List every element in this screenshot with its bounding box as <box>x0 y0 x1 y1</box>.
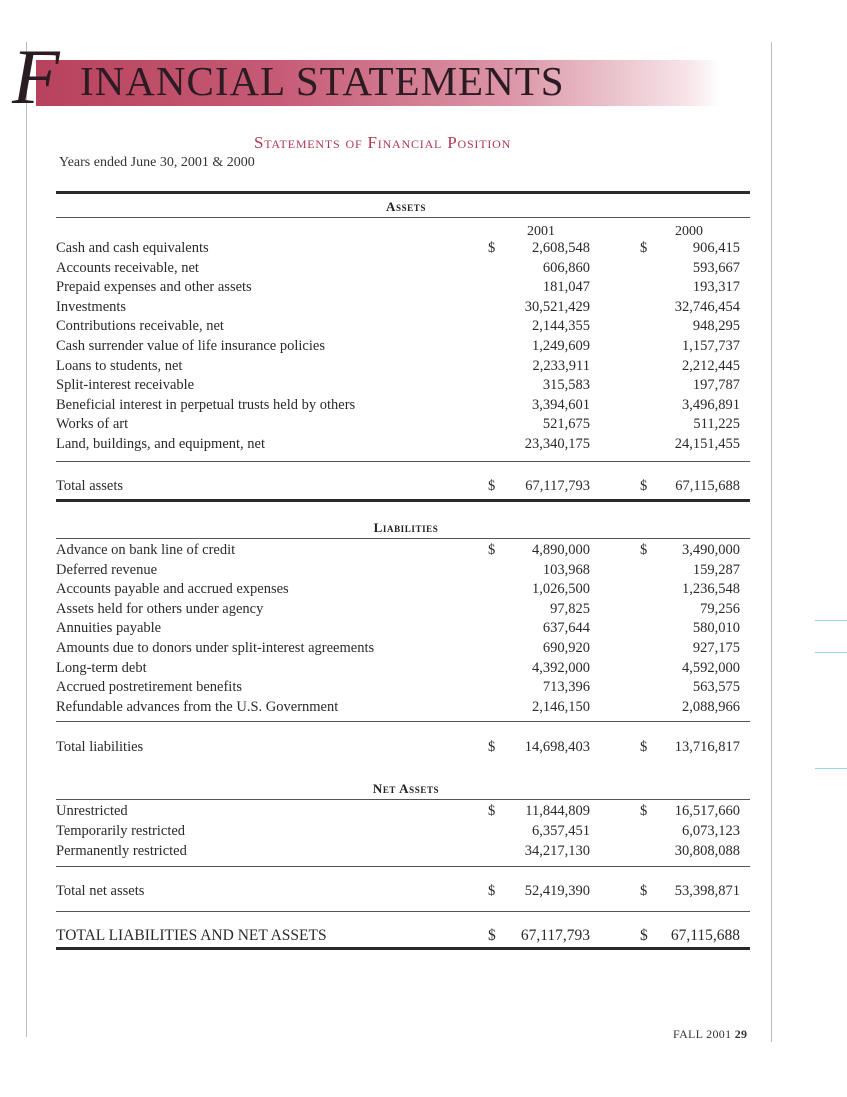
row-label: Accounts payable and accrued expenses <box>56 581 289 598</box>
value-2000: 32,746,454 <box>674 298 740 315</box>
value-2001: 30,521,429 <box>524 298 590 315</box>
table-row <box>56 619 746 639</box>
value-2001: 521,675 <box>542 416 590 433</box>
table-row <box>56 678 746 698</box>
row-label: Total net assets <box>56 883 145 899</box>
value-2000: 53,398,871 <box>674 883 740 899</box>
section-rule <box>56 721 750 722</box>
value-2000: 1,236,548 <box>682 581 740 598</box>
page-right-rule <box>771 42 772 1042</box>
row-label: Temporarily restricted <box>56 823 186 839</box>
currency-2000: $ <box>640 803 648 819</box>
footer-issue: FALL 2001 <box>673 1027 732 1041</box>
value-2001: 1,249,609 <box>532 338 590 354</box>
edge-mark <box>815 620 847 621</box>
value-2001: 315,583 <box>542 377 590 394</box>
value-2000: 159,287 <box>692 561 740 578</box>
value-2001: 52,419,390 <box>524 883 590 899</box>
table-row <box>56 239 746 259</box>
value-2000: 2,212,445 <box>682 357 740 374</box>
table-row <box>56 561 746 581</box>
value-2001: 2,608,548 <box>532 240 590 256</box>
value-2000: 4,592,000 <box>682 659 740 676</box>
value-2000: 511,225 <box>693 416 740 433</box>
value-2001: 3,394,601 <box>532 396 590 413</box>
currency-2001: $ <box>488 883 496 899</box>
value-2000: 1,157,737 <box>682 338 740 354</box>
value-2000: 563,575 <box>692 679 740 696</box>
header-drop-cap: F <box>12 33 56 120</box>
table-row <box>56 415 746 435</box>
table-row <box>56 541 746 561</box>
section-top-rule <box>56 499 750 502</box>
table-row <box>56 842 746 862</box>
currency-2000: $ <box>640 739 648 755</box>
value-2001: 67,117,793 <box>525 478 590 494</box>
value-2001: 23,340,175 <box>524 436 590 452</box>
row-label: Deferred revenue <box>56 561 158 578</box>
section-bottom-rule <box>56 947 750 950</box>
table-row <box>56 396 746 416</box>
value-2000: 79,256 <box>700 600 740 617</box>
row-label: Loans to students, net <box>56 357 183 374</box>
row-label: Accrued postretirement benefits <box>56 679 243 696</box>
year-2000-label: 2000 <box>675 224 703 239</box>
currency-2001: $ <box>488 739 496 755</box>
value-2000: 3,496,891 <box>682 396 740 413</box>
currency-2001: $ <box>488 927 496 944</box>
statement-title: Statements of Financial Position <box>254 133 512 152</box>
currency-2000: $ <box>640 883 648 899</box>
value-2001: 637,644 <box>542 620 590 637</box>
statement-subtitle: Years ended June 30, 2001 & 2000 <box>59 155 255 170</box>
currency-2000: $ <box>640 542 648 558</box>
value-2000: 927,175 <box>692 640 740 656</box>
value-2001: 97,825 <box>550 600 590 617</box>
value-2000: 2,088,966 <box>682 698 740 715</box>
row-label: Beneficial interest in perpetual trusts held by others <box>56 396 356 413</box>
table-row <box>56 882 746 902</box>
table-row <box>56 357 746 377</box>
value-2001: 4,890,000 <box>532 542 590 558</box>
value-2001: 6,357,451 <box>532 823 590 839</box>
currency-2001: $ <box>488 478 496 494</box>
page-left-rule <box>26 42 27 1037</box>
table-row <box>56 926 746 946</box>
row-label: Investments <box>56 298 127 315</box>
value-2000: 948,295 <box>692 318 740 335</box>
section-rule <box>56 911 750 912</box>
value-2001: 2,144,355 <box>532 318 590 335</box>
table-row <box>56 317 746 337</box>
value-2001: 103,968 <box>542 561 590 578</box>
row-label: Contributions receivable, net <box>56 318 224 335</box>
row-label: Annuities payable <box>56 620 162 637</box>
row-label: Advance on bank line of credit <box>56 542 236 558</box>
currency-2000: $ <box>640 240 648 256</box>
value-2001: 1,026,500 <box>532 581 590 598</box>
year-2001-label: 2001 <box>527 224 555 239</box>
table-row <box>56 822 746 842</box>
section-top-rule <box>56 191 750 194</box>
value-2001: 181,047 <box>542 279 590 296</box>
value-2000: 13,716,817 <box>674 739 740 755</box>
row-label: Long-term debt <box>56 659 147 676</box>
currency-2000: $ <box>640 927 648 944</box>
value-2000: 580,010 <box>692 620 740 637</box>
value-2000: 3,490,000 <box>682 542 740 558</box>
table-row <box>56 802 746 822</box>
row-label: Split-interest receivable <box>56 377 195 394</box>
table-row <box>56 435 746 455</box>
page-footer <box>673 1027 747 1042</box>
row-label: Accounts receivable, net <box>56 259 199 276</box>
value-2001: 34,217,130 <box>524 843 590 859</box>
table-row <box>56 738 746 758</box>
table-row <box>56 639 746 659</box>
table-row <box>56 298 746 318</box>
section-rule <box>56 217 750 218</box>
section-rule <box>56 799 750 800</box>
value-2001: 606,860 <box>542 259 590 276</box>
row-label: Land, buildings, and equipment, net <box>56 436 266 452</box>
value-2001: 2,146,150 <box>532 698 590 715</box>
section-rule <box>56 461 750 462</box>
value-2000: 593,667 <box>692 259 740 276</box>
currency-2001: $ <box>488 803 496 819</box>
table-row <box>56 376 746 396</box>
table-row <box>56 659 746 679</box>
row-label: Amounts due to donors under split-interest agreements <box>56 640 375 656</box>
value-2000: 6,073,123 <box>682 823 740 839</box>
row-label: Cash and cash equivalents <box>56 240 209 256</box>
value-2000: 30,808,088 <box>674 843 740 859</box>
row-label: Permanently restricted <box>56 843 187 859</box>
value-2001: 11,844,809 <box>525 803 590 819</box>
footer-page-number: 29 <box>734 1027 748 1041</box>
row-label: Prepaid expenses and other assets <box>56 279 252 296</box>
table-row <box>56 337 746 357</box>
currency-2000: $ <box>640 478 648 494</box>
edge-mark <box>815 768 847 769</box>
value-2001: 14,698,403 <box>524 739 590 755</box>
currency-2001: $ <box>488 240 496 256</box>
row-label: Cash surrender value of life insurance policies <box>56 338 325 354</box>
table-row <box>56 600 746 620</box>
row-label: Total assets <box>56 478 124 494</box>
table-row <box>56 477 746 497</box>
row-label: Total liabilities <box>56 739 144 755</box>
row-label: Assets held for others under agency <box>56 600 264 617</box>
section-rule <box>56 866 750 867</box>
row-label: Works of art <box>56 416 129 433</box>
currency-2001: $ <box>488 542 496 558</box>
value-2000: 197,787 <box>692 377 740 394</box>
header-title: INANCIAL STATEMENTS <box>80 58 565 104</box>
row-label: Unrestricted <box>56 803 128 819</box>
value-2000: 67,115,688 <box>670 927 740 944</box>
table-row <box>56 278 746 298</box>
value-2001: 2,233,911 <box>532 357 590 374</box>
edge-mark <box>815 652 847 653</box>
row-label: Refundable advances from the U.S. Government <box>56 698 339 715</box>
table-row <box>56 698 746 718</box>
value-2000: 16,517,660 <box>674 803 740 819</box>
value-2001: 690,920 <box>542 640 590 656</box>
value-2001: 713,396 <box>542 679 590 696</box>
table-row <box>56 580 746 600</box>
liabilities-heading: Liabilities <box>373 520 439 535</box>
row-label: TOTAL LIABILITIES AND NET ASSETS <box>56 927 327 944</box>
value-2001: 4,392,000 <box>532 659 590 676</box>
section-rule <box>56 538 750 539</box>
value-2000: 24,151,455 <box>674 436 740 452</box>
table-row <box>56 259 746 279</box>
net-assets-heading: Net Assets <box>372 781 440 796</box>
value-2000: 193,317 <box>692 279 740 296</box>
value-2000: 906,415 <box>692 240 740 256</box>
assets-heading: Assets <box>385 199 426 214</box>
value-2000: 67,115,688 <box>675 478 740 494</box>
value-2001: 67,117,793 <box>520 927 590 944</box>
